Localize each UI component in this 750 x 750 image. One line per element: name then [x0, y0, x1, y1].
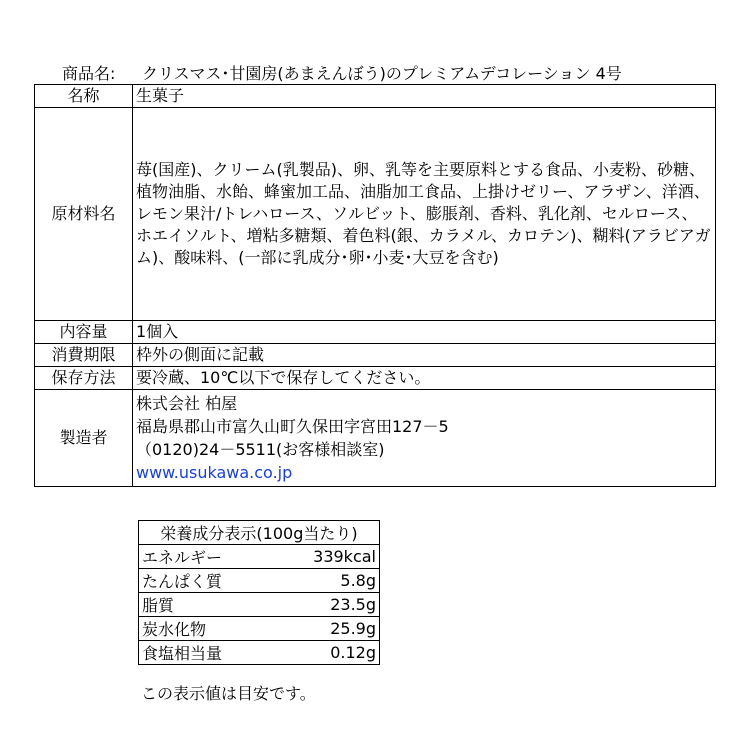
spec-value-quantity: 1個入 [133, 321, 716, 344]
spec-value-ingredients: 苺(国産)、クリーム(乳製品)、卵、乳等を主要原料とする食品、小麦粉、砂糖、植物油脂、水飴、蜂蜜加工品、油脂加工食品、上掛けゼリー、アラザン、洋酒、レモン果汁/トレハロース、ソルビット、膨脹剤、香料、乳化剤、セルロース、ホエイソルト、増粘多糖類、着色料(銀、カラメル、カロテン)、糊料(アラビアガム)、酸味料、(一部に乳成分･卵･小麦･大豆を含む) [133, 108, 716, 321]
nutrition-name-protein: たんぱく質 [139, 569, 260, 593]
spec-row-quantity [35, 321, 716, 344]
spec-value-category: 生菓子 [133, 85, 716, 108]
spec-label-expiry: 消費期限 [35, 344, 133, 367]
nutrition-row [139, 617, 380, 641]
manufacturer-phone: （0120)24－5511(お客様相談室) [136, 440, 385, 459]
nutrition-value-protein: 5.8g [259, 569, 380, 593]
nutrition-value-fat: 23.5g [259, 593, 380, 617]
nutrition-name-carbohydrate: 炭水化物 [139, 617, 260, 641]
spec-label-category: 名称 [35, 85, 133, 108]
product-name-label: 商品名: [62, 63, 116, 83]
product-name-value: クリスマス･甘園房(あまえんぼう)のプレミアムデコレーション 4号 [142, 63, 622, 83]
spec-row-ingredients [35, 108, 716, 321]
nutrition-value-salt: 0.12g [259, 641, 380, 665]
nutrition-row [139, 569, 380, 593]
nutrition-header: 栄養成分表示(100g当たり) [139, 521, 380, 545]
spec-label-manufacturer: 製造者 [35, 390, 133, 487]
spec-value-expiry: 枠外の側面に記載 [133, 344, 716, 367]
spec-row-expiry [35, 344, 716, 367]
spec-value-manufacturer [133, 390, 716, 487]
nutrition-row [139, 641, 380, 665]
nutrition-name-salt: 食塩相当量 [139, 641, 260, 665]
nutrition-value-energy: 339kcal [259, 545, 380, 569]
nutrition-table [138, 520, 380, 665]
nutrition-footnote: この表示値は目安です。 [141, 684, 316, 703]
spec-row-category [35, 85, 716, 108]
spec-row-manufacturer [35, 390, 716, 487]
spec-row-storage [35, 367, 716, 390]
nutrition-row [139, 593, 380, 617]
nutrition-name-energy: エネルギー [139, 545, 260, 569]
spec-table [34, 84, 716, 487]
product-title-row [62, 60, 622, 84]
spec-value-storage: 要冷蔵、10℃以下で保存してください。 [133, 367, 716, 390]
spec-label-storage: 保存方法 [35, 367, 133, 390]
spec-label-ingredients: 原材料名 [35, 108, 133, 321]
manufacturer-address: 福島県郡山市富久山町久保田字宮田127－5 [136, 417, 449, 436]
manufacturer-company: 株式会社 柏屋 [136, 394, 238, 413]
manufacturer-url-link[interactable]: www.usukawa.co.jp [136, 463, 293, 482]
nutrition-header-row [139, 521, 380, 545]
nutrition-value-carbohydrate: 25.9g [259, 617, 380, 641]
nutrition-row [139, 545, 380, 569]
spec-label-quantity: 内容量 [35, 321, 133, 344]
nutrition-name-fat: 脂質 [139, 593, 260, 617]
